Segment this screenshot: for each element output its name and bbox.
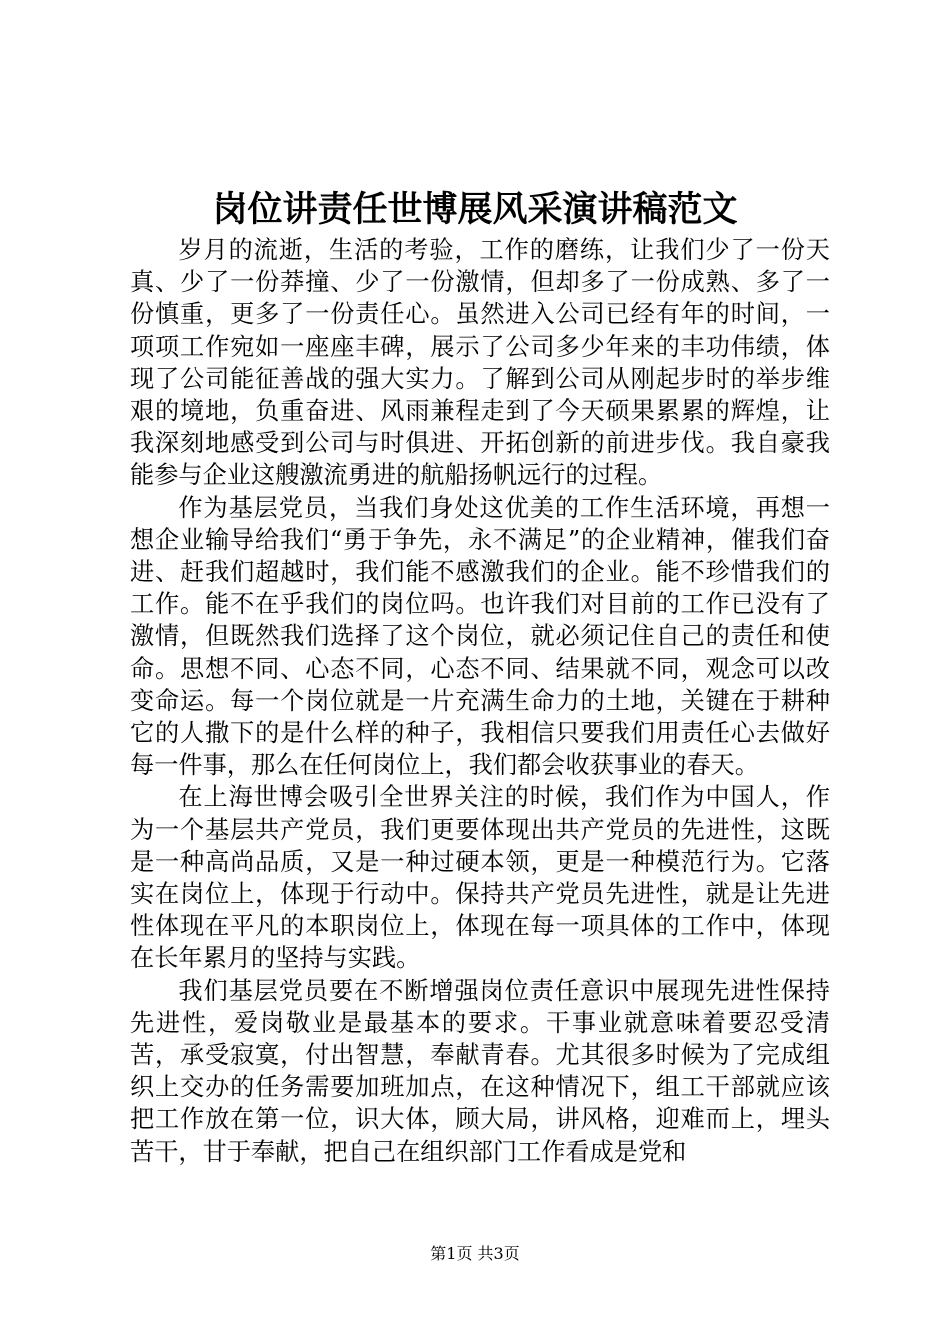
document-body <box>130 234 830 1168</box>
paragraph-4: 我们基层党员要在不断增强岗位责任意识中展现先进性保持先进性，爱岗敬业是最基本的要求。干事业就意味着要忍受清苦，承受寂寞，付出智慧，奉献青春。尤其很多时候为了完成组织上交办的任务需要加班加点，在这种情况下，组工干部就应该把工作放在第一位，识大体，顾大局，讲风格，迎难而上，埋头苦干，甘于奉献，把自己在组织部门工作看成是党和 <box>130 976 830 1166</box>
paragraph-1: 岁月的流逝，生活的考验，工作的磨练，让我们少了一份天真、少了一份莽撞、少了一份激情，但却多了一份成熟、多了一份慎重，更多了一份责任心。虽然进入公司已经有年的时间，一项项工作宛如一座座丰碑，展示了公司多少年来的丰功伟绩，体现了公司能征善战的强大实力。了解到公司从刚起步时的举步维艰的境地，负重奋进、风雨兼程走到了今天硕果累累的辉煌，让我深刻地感受到公司与时俱进、开拓创新的前进步伐。我自豪我能参与企业这艘激流勇进的航船扬帆远行的过程。 <box>130 236 830 490</box>
paragraph-2: 作为基层党员，当我们身处这优美的工作生活环境，再想一想企业输导给我们“勇于争先，永不满足”的企业精神，催我们奋进、赶我们超越时，我们能不感激我们的企业。能不珍惜我们的工作。能不在乎我们的岗位吗。也许我们对目前的工作已没有了激情，但既然我们选择了这个岗位，就必须记住自己的责任和使命。思想不同、心态不同，心态不同、结果就不同，观念可以改变命运。每一个岗位就是一片充满生命力的土地，关键在于耕种它的人撒下的是什么样的种子，我相信只要我们用责任心去做好每一件事，那么在任何岗位上，我们都会收获事业的春天。 <box>130 493 830 780</box>
document-title: 岗位讲责任世博展风采演讲稿范文 <box>212 189 738 230</box>
paragraph-3: 在上海世博会吸引全世界关注的时候，我们作为中国人，作为一个基层共产党员，我们更要体现出共产党员的先进性，这既是一种高尚品质，又是一种过硬本领，更是一种模范行为。它落实在岗位上，体现于行动中。保持共产党员先进性，就是让先进性体现在平凡的本职岗位上，体现在每一项具体的工作中，体现在长年累月的坚持与实践。 <box>130 783 830 973</box>
page-number-footer: 第1页 共3页 <box>430 1244 520 1263</box>
